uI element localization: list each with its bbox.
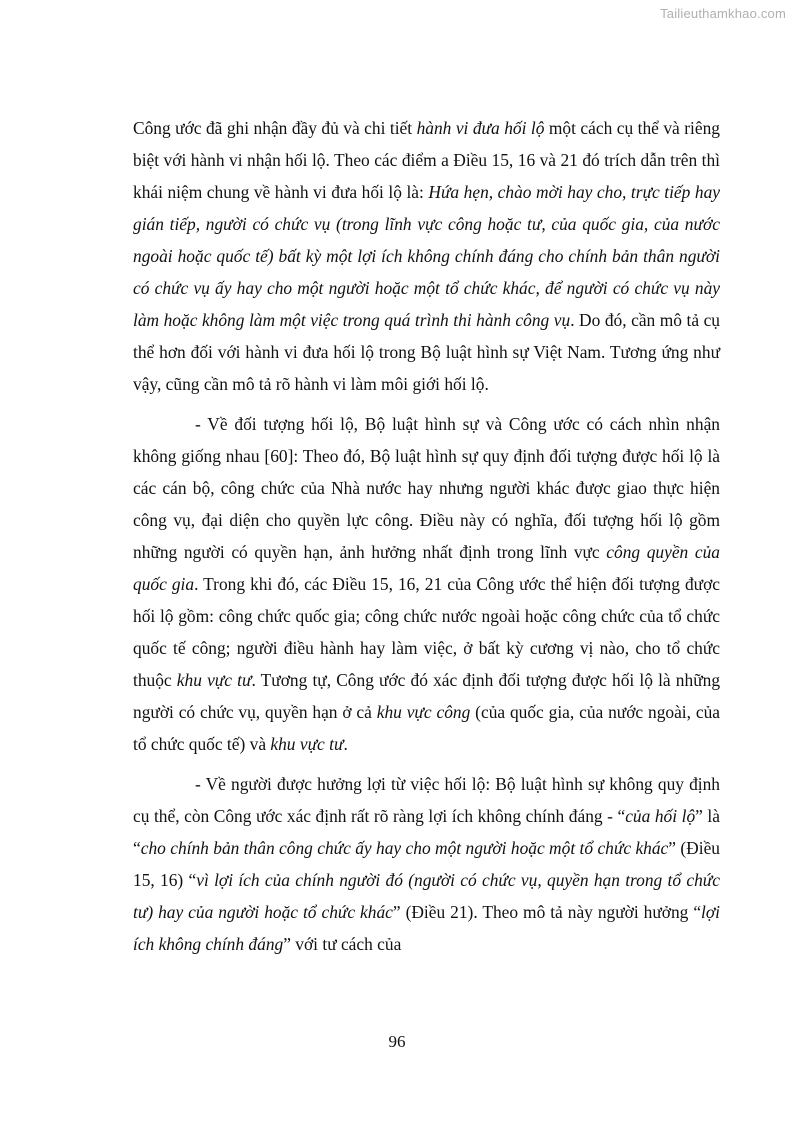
italic-text: khu vực tư <box>176 670 252 690</box>
text-run: ” là “ <box>133 806 720 858</box>
text-run: . Do đó, cần mô tả cụ thể hơn đối với hành vi đưa hối lộ trong Bộ luật hình sự Việt Nam. Tương ứng như vậy, cũng cần mô tả rõ hành vi làm môi giới hối lộ. <box>133 310 721 394</box>
italic-text: khu vực tư <box>270 734 344 754</box>
italic-text: cho chính bản thân công chức ấy hay cho một người hoặc một tổ chức khác <box>140 838 669 858</box>
italic-text: vì lợi ích của chính người đó (người có chức vụ, quyền hạn trong tổ chức tư) hay của người hoặc tổ chức khác <box>133 870 720 922</box>
document-body <box>133 112 720 960</box>
watermark: Tailieuthamkhao.com <box>660 6 786 21</box>
text-run: (của quốc gia, của nước ngoài, của tổ chức quốc tế) và <box>133 702 720 754</box>
text-run: một cách cụ thể và riêng biệt với hành vi nhận hối lộ. Theo các điểm a Điều 15, 16 và 21 đó trích dẫn trên thì khái niệm chung về hành vi đưa hối lộ là: <box>133 118 720 202</box>
text-run: ” với tư cách của <box>283 934 402 954</box>
italic-text: lợi ích không chính đáng <box>133 902 720 954</box>
paragraph <box>133 408 720 760</box>
italic-text: công quyền của quốc gia <box>133 542 720 594</box>
text-run: ” (Điều 15, 16) “ <box>133 838 720 890</box>
italic-text: của hối lộ <box>625 806 696 826</box>
italic-text: khu vực công <box>376 702 471 722</box>
italic-text: hành vi đưa hối lộ <box>416 118 545 138</box>
paragraph <box>133 768 720 960</box>
page-number: 96 <box>388 1032 406 1051</box>
text-run: Công ước đã ghi nhận đầy đủ và chi tiết <box>133 118 417 138</box>
paragraph <box>133 112 720 400</box>
text-run: ” (Điều 21). Theo mô tả này người hưởng “ <box>392 902 702 922</box>
text-run: - Về đối tượng hối lộ, Bộ luật hình sự và Công ước có cách nhìn nhận không giống nhau [60]: Theo đó, Bộ luật hình sự quy định đối tượng được hối lộ là các cán bộ, công chức của Nhà nước hay nhưng người khác được giao thực hiện công vụ, đại diện cho quyền lực công. Điều này có nghĩa, đối tượng hối lộ gồm những người có quyền hạn, ảnh hưởng nhất định trong lĩnh vực <box>133 414 720 562</box>
text-run: . Trong khi đó, các Điều 15, 16, 21 của Công ước thể hiện đối tượng được hối lộ gồm: công chức quốc gia; công chức nước ngoài hoặc công chức của tổ chức quốc tế công; người điều hành hay làm việc, ở bất kỳ cương vị nào, cho tổ chức thuộc <box>133 574 720 690</box>
text-run: . Tương tự, Công ước đó xác định đối tượng được hối lộ là những người có chức vụ, quyền hạn ở cả <box>133 670 721 722</box>
italic-text: Hứa hẹn, chào mời hay cho, trực tiếp hay gián tiếp, người có chức vụ (trong lĩnh vực công hoặc tư, của quốc gia, của nước ngoài hoặc quốc tế) bất kỳ một lợi ích không chính đáng cho chính bản thân người có chức vụ ấy hay cho một người hoặc một tổ chức khác, để người có chức vụ này làm hoặc không làm một việc trong quá trình thi hành công vụ <box>133 182 720 330</box>
text-run: . <box>343 734 348 754</box>
text-run: - Về người được hưởng lợi từ việc hối lộ: Bộ luật hình sự không quy định cụ thể, còn Công ước xác định rất rõ ràng lợi ích không chính đáng - “ <box>133 774 720 826</box>
